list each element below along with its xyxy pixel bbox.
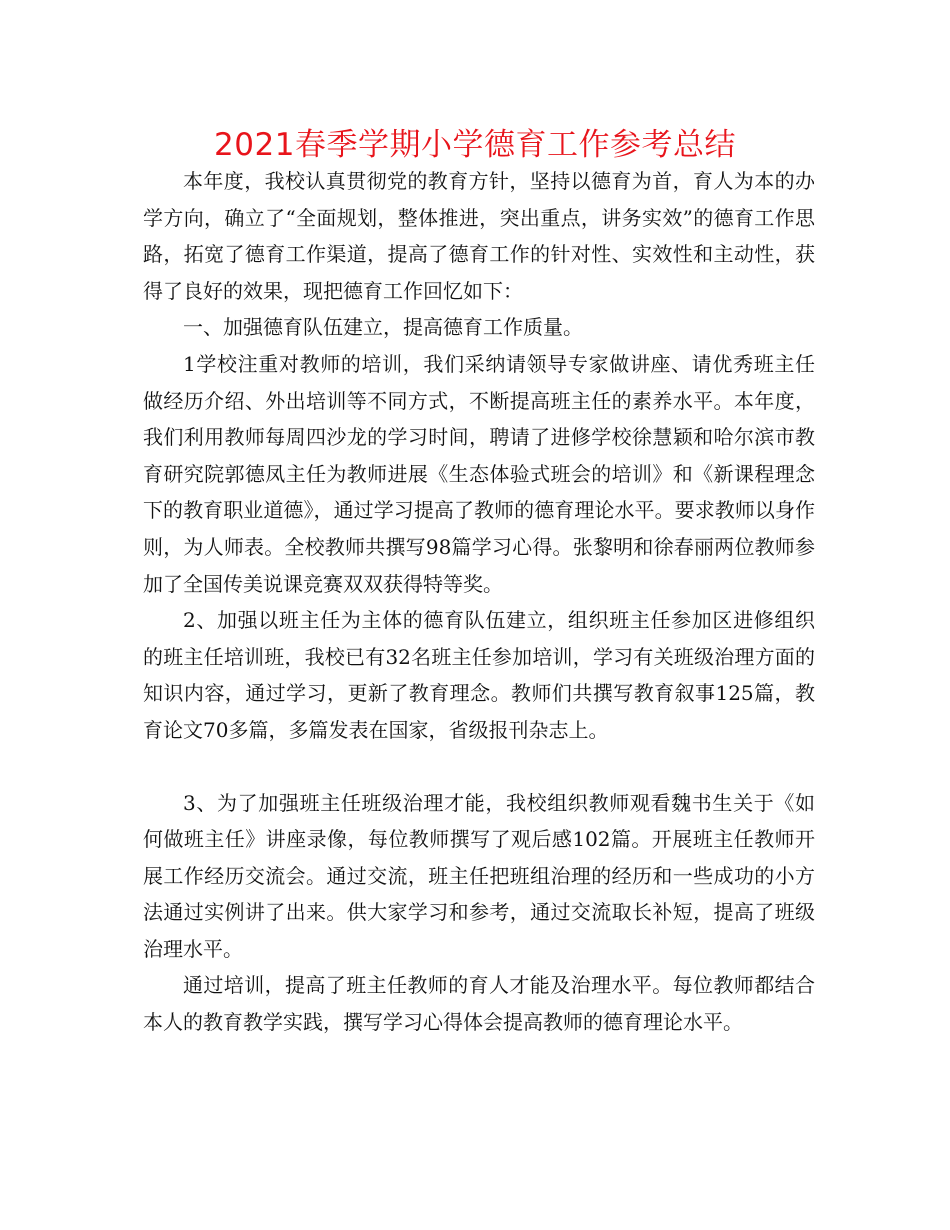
paragraph-section-heading: 一、加强德育队伍建立，提高德育工作质量。	[183, 315, 583, 340]
paragraph-intro: 本年度，我校认真贯彻党的教育方针，坚持以德育为首，育人为本的办学方向，确立了“全面规划，整体推进，突出重点，讲务实效”的德育工作思路，拓宽了德育工作渠道，提高了德育工作的针对性、实效性和主动性，获得了良好的效果，现把德育工作回忆如下：	[143, 169, 815, 303]
paragraph-conclusion: 通过培训，提高了班主任教师的育人才能及治理水平。每位教师都结合本人的教育教学实践，撰写学习心得体会提高教师的德育理论水平。	[143, 973, 815, 1035]
paragraph-item-1: 1学校注重对教师的培训，我们采纳请领导专家做讲座、请优秀班主任做经历介绍、外出培训等不同方式，不断提高班主任的素养水平。本年度，我们利用教师每周四沙龙的学习时间，聘请了进修学校徐慧颖和哈尔滨市教育研究院郭德凤主任为教师进展《生态体验式班会的培训》和《新课程理念下的教育职业道德》，通过学习提高了教师的德育理论水平。要求教师以身作则，为人师表。全校教师共撰写98篇学习心得。张黎明和徐春丽两位教师参加了全国传美说课竞赛双双获得特等奖。	[143, 351, 815, 596]
document-title: 2021春季学期小学德育工作参考总结	[214, 127, 736, 163]
paragraph-item-3: 3、为了加强班主任班级治理才能，我校组织教师观看魏书生关于《如何做班主任》讲座录像，每位教师撰写了观后感102篇。开展班主任教师开展工作经历交流会。通过交流，班主任把班组治理的经历和一些成功的小方法通过实例讲了出来。供大家学习和参考，通过交流取长补短，提高了班级治理水平。	[143, 790, 815, 961]
paragraph-item-2: 2、加强以班主任为主体的德育队伍建立，组织班主任参加区进修组织的班主任培训班，我校已有32名班主任参加培训，学习有关班级治理方面的知识内容，通过学习，更新了教育理念。教师们共撰写教育叙事125篇，教育论文70多篇，多篇发表在国家，省级报刊杂志上。	[143, 608, 815, 742]
document-body	[143, 163, 815, 1041]
